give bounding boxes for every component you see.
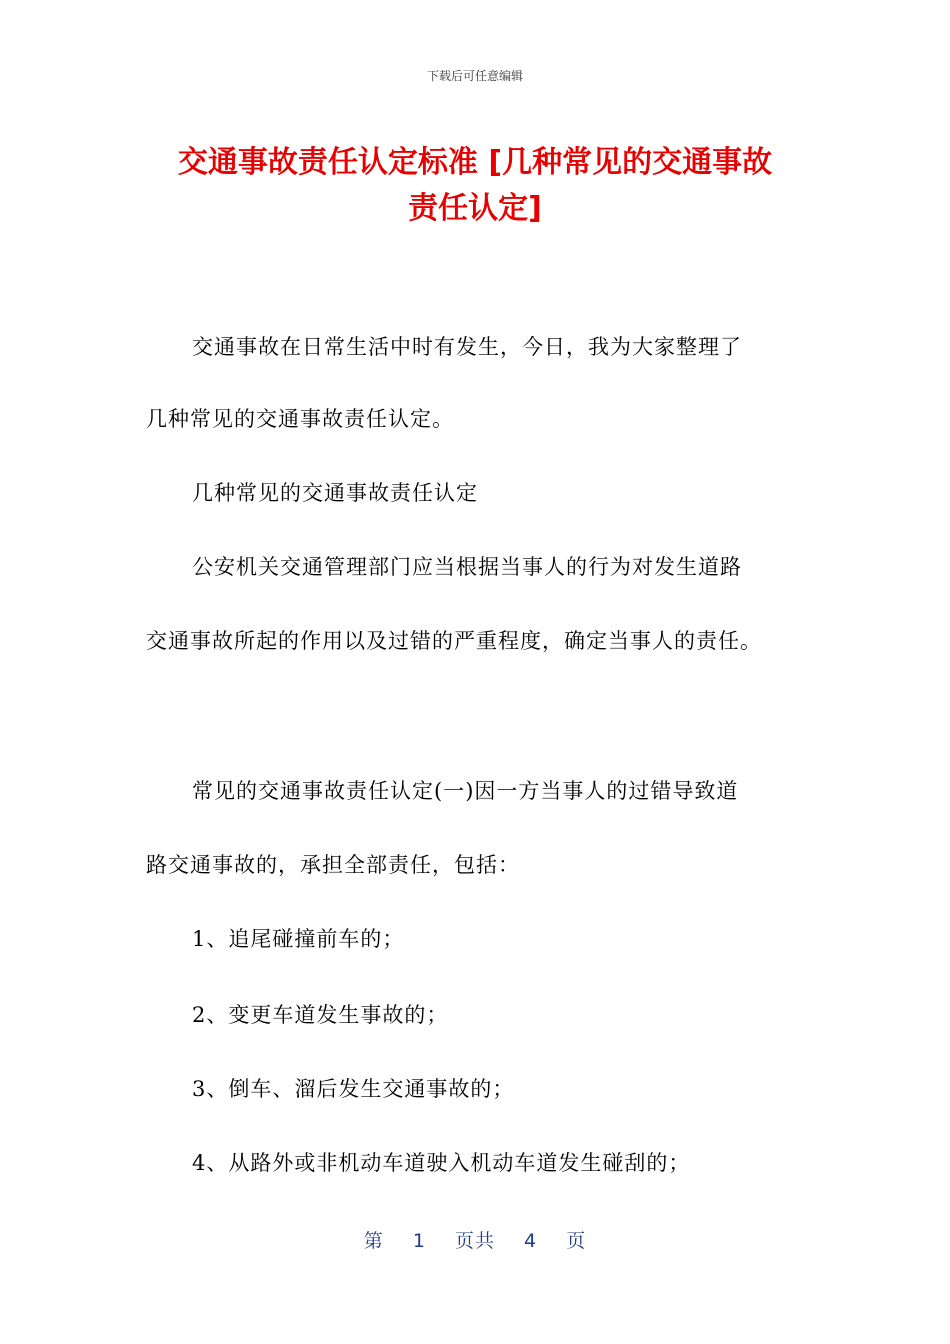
header-note: 下载后可任意编辑	[426, 69, 523, 83]
list-item-4: 4、从路外或非机动车道驶入机动车道发生碰刮的；	[192, 1151, 691, 1175]
footer-middle: 页共	[454, 1230, 495, 1252]
section-heading: 几种常见的交通事故责任认定	[192, 481, 478, 505]
paragraph-intro-line-1: 交通事故在日常生活中时有发生，今日，我为大家整理了	[192, 335, 742, 359]
title-line-2: 责任认定]	[408, 191, 542, 226]
paragraph-principle-line-2: 交通事故所起的作用以及过错的严重程度，确定当事人的责任。	[146, 629, 762, 653]
paragraph-common-line-1: 常见的交通事故责任认定(一)因一方当事人的过错导致道	[192, 779, 739, 803]
paragraph-common-line-2: 路交通事故的，承担全部责任，包括：	[146, 853, 520, 877]
page-footer	[0, 1226, 950, 1253]
title-line-1: 交通事故责任认定标准 [几种常见的交通事故	[177, 145, 773, 180]
document-title	[120, 140, 830, 232]
footer-prefix: 第	[363, 1230, 384, 1252]
paragraph-principle-line-1: 公安机关交通管理部门应当根据当事人的行为对发生道路	[192, 555, 742, 579]
footer-page-number: 1	[412, 1230, 426, 1252]
footer-suffix: 页	[566, 1230, 587, 1252]
list-item-3: 3、倒车、溜后发生交通事故的；	[192, 1077, 515, 1101]
list-item-1: 1、追尾碰撞前车的；	[192, 927, 405, 951]
list-item-2: 2、变更车道发生事故的；	[192, 1003, 449, 1027]
footer-total-pages: 4	[524, 1230, 538, 1252]
paragraph-intro-line-2: 几种常见的交通事故责任认定。	[146, 407, 454, 431]
